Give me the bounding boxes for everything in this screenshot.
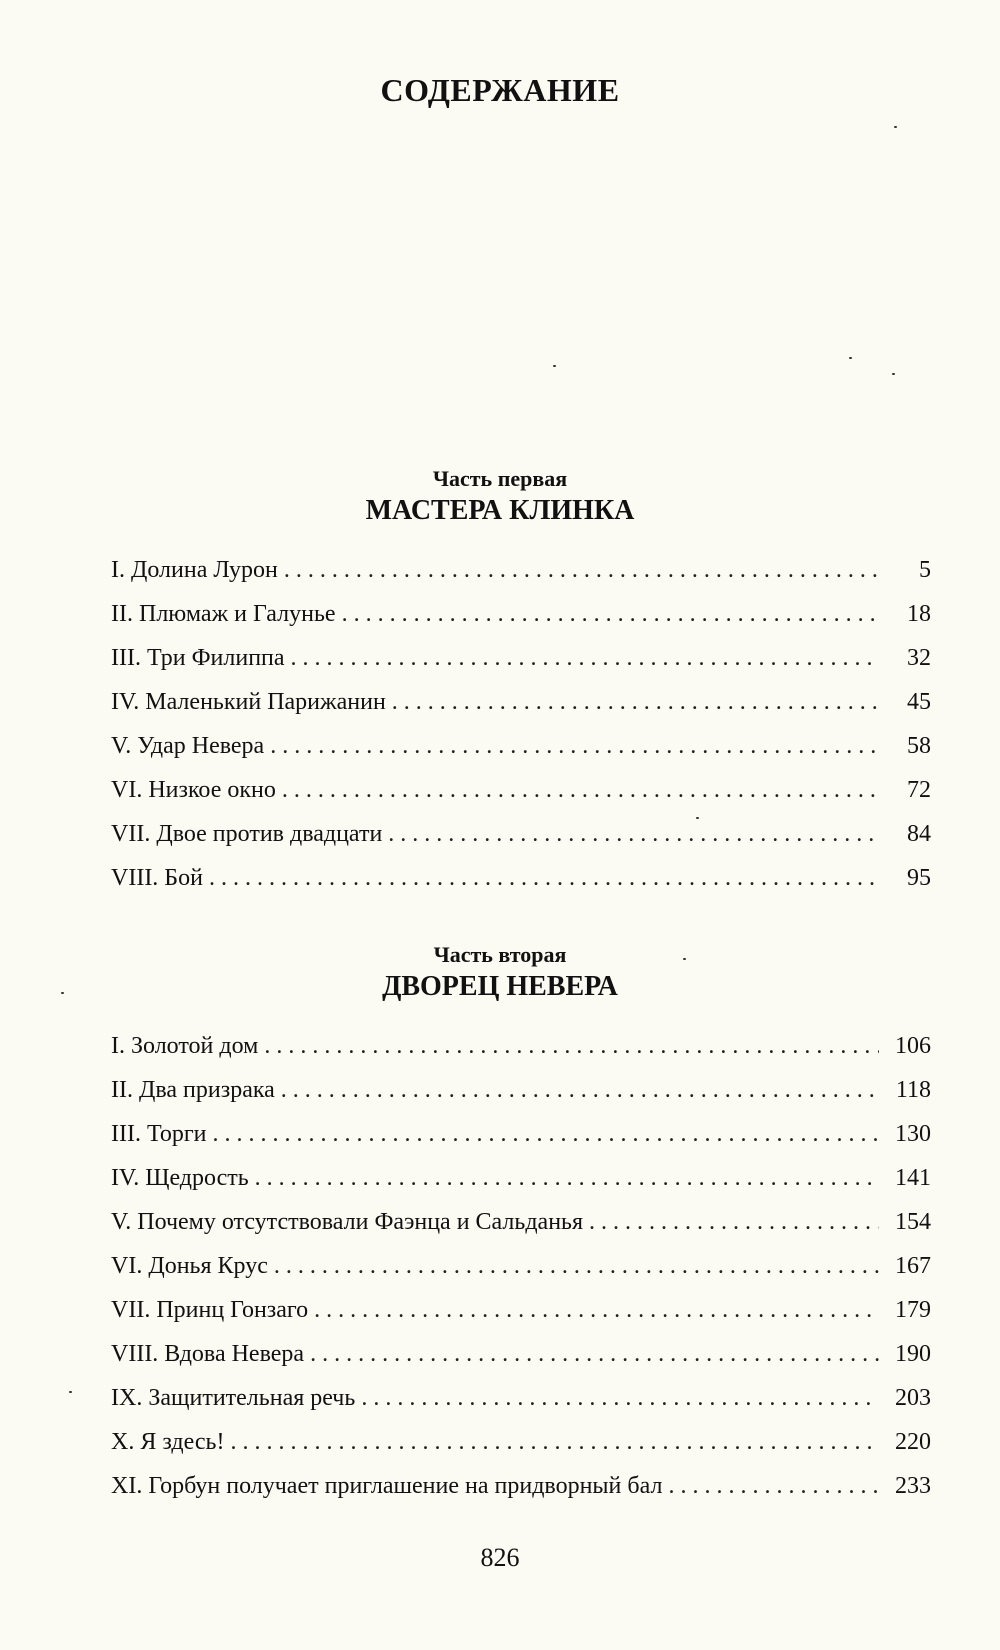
dot-leader: [291, 636, 879, 680]
chapter-title: IV. Маленький Парижанин: [111, 689, 386, 715]
toc-entry: [111, 636, 931, 680]
toc-entry: [111, 1376, 931, 1420]
chapter-title: IX. Защитительная речь: [111, 1385, 356, 1411]
page-title: СОДЕРЖАНИЕ: [380, 72, 620, 108]
chapter-page: 203: [895, 1385, 931, 1411]
dot-leader: [668, 1464, 879, 1508]
chapter-title: V. Почему отсутствовали Фаэнца и Сальданья: [111, 1209, 584, 1235]
dot-leader: [209, 856, 879, 900]
dot-leader: [264, 1024, 879, 1068]
chapter-page: 190: [895, 1341, 931, 1367]
dot-leader: [388, 812, 879, 856]
dot-leader: [361, 1376, 879, 1420]
toc-entry: [111, 812, 931, 856]
dot-leader: [392, 680, 879, 724]
toc-entry: [111, 768, 931, 812]
chapter-title: III. Три Филиппа: [111, 645, 285, 671]
chapter-title: V. Удар Невера: [111, 733, 265, 759]
scan-speck: [61, 992, 64, 994]
dot-leader: [213, 1112, 879, 1156]
chapter-page: 118: [895, 1077, 931, 1103]
dot-leader: [314, 1288, 879, 1332]
chapter-page: 233: [895, 1473, 931, 1499]
chapter-page: 32: [907, 645, 931, 671]
chapter-page: 5: [919, 557, 931, 583]
toc-entry: [111, 1244, 931, 1288]
chapter-title: I. Золотой дом: [111, 1033, 259, 1059]
dot-leader: [282, 768, 879, 812]
chapter-page: 220: [895, 1429, 931, 1455]
toc-entry: [111, 856, 931, 900]
chapter-page: 130: [895, 1121, 931, 1147]
part-label: Часть первая: [432, 466, 568, 491]
page-number: 826: [480, 1543, 520, 1572]
chapter-title: III. Торги: [111, 1121, 207, 1147]
chapter-title: I. Долина Лурон: [111, 557, 278, 583]
chapter-page: 95: [907, 865, 931, 891]
toc-entry: [111, 1156, 931, 1200]
dot-leader: [284, 548, 879, 592]
chapter-title: VIII. Вдова Невера: [111, 1341, 305, 1367]
toc-entry: [111, 548, 931, 592]
scan-speck: [892, 373, 895, 375]
chapter-page: 18: [907, 601, 931, 627]
dot-leader: [589, 1200, 879, 1244]
toc-part-two: [111, 1024, 931, 1508]
part-one-header: [0, 466, 1000, 528]
toc-entry: [111, 592, 931, 636]
toc-entry: [111, 680, 931, 724]
toc-entry: [111, 1112, 931, 1156]
toc-part-one: [111, 548, 931, 900]
scan-speck: [696, 817, 699, 819]
chapter-title: IV. Щедрость: [111, 1165, 249, 1191]
chapter-title: VIII. Бой: [111, 865, 203, 891]
chapter-page: 45: [907, 689, 931, 715]
part-label: Часть вторая: [433, 942, 567, 967]
dot-leader: [270, 724, 879, 768]
toc-entry: [111, 724, 931, 768]
toc-entry: [111, 1068, 931, 1112]
toc-entry: [111, 1332, 931, 1376]
dot-leader: [255, 1156, 879, 1200]
chapter-page: 141: [895, 1165, 931, 1191]
chapter-page: 179: [895, 1297, 931, 1323]
chapter-page: 84: [907, 821, 931, 847]
chapter-page: 154: [895, 1209, 931, 1235]
part-two-header: [0, 942, 1000, 1004]
toc-entry: [111, 1288, 931, 1332]
chapter-page: 167: [895, 1253, 931, 1279]
part-title: ДВОРЕЦ НЕВЕРА: [382, 971, 618, 1002]
scan-speck: [849, 357, 852, 359]
dot-leader: [342, 592, 879, 636]
chapter-title: XI. Горбун получает приглашение на придворный бал: [111, 1473, 663, 1499]
chapter-title: VI. Низкое окно: [111, 777, 276, 803]
scan-speck: [683, 958, 686, 960]
dot-leader: [230, 1420, 879, 1464]
dot-leader: [310, 1332, 879, 1376]
chapter-title: X. Я здесь!: [111, 1429, 225, 1455]
chapter-title: II. Два призрака: [111, 1077, 275, 1103]
chapter-title: II. Плюмаж и Галунье: [111, 601, 336, 627]
toc-entry: [111, 1200, 931, 1244]
toc-entry: [111, 1024, 931, 1068]
chapter-title: VII. Двое против двадцати: [111, 821, 383, 847]
part-title: МАСТЕРА КЛИНКА: [365, 495, 635, 526]
scan-speck: [69, 1391, 72, 1393]
chapter-page: 106: [895, 1033, 931, 1059]
toc-entry: [111, 1464, 931, 1508]
chapter-title: VI. Донья Крус: [111, 1253, 268, 1279]
chapter-page: 58: [907, 733, 931, 759]
chapter-title: VII. Принц Гонзаго: [111, 1297, 309, 1323]
chapter-page: 72: [907, 777, 931, 803]
toc-entry: [111, 1420, 931, 1464]
dot-leader: [274, 1244, 879, 1288]
scan-speck: [894, 126, 897, 128]
scan-speck: [553, 365, 556, 367]
dot-leader: [281, 1068, 879, 1112]
